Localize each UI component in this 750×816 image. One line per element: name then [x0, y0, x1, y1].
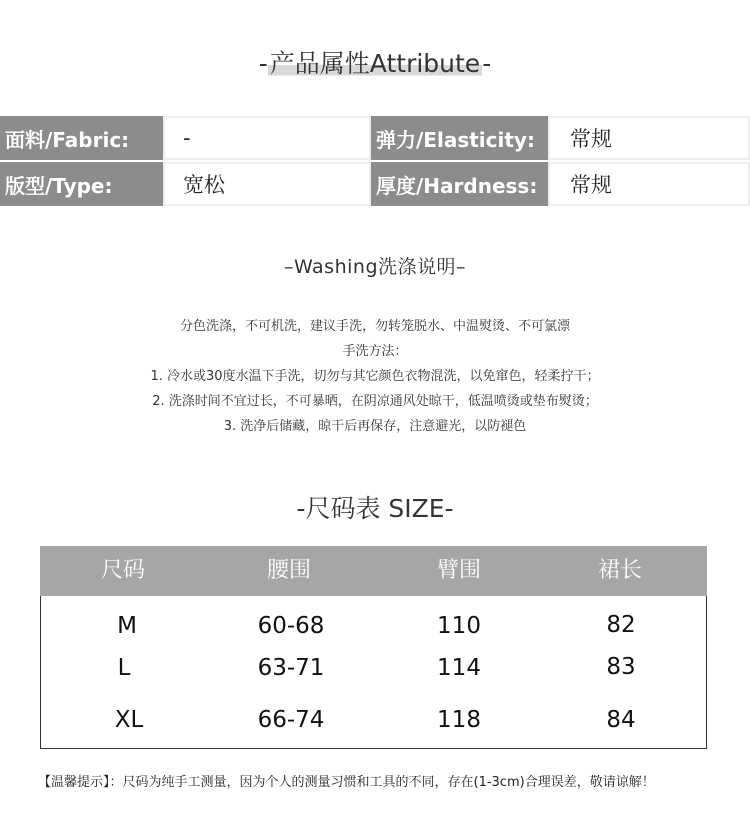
- table-cell: 84: [606, 707, 636, 733]
- table-cell: L: [117, 655, 131, 681]
- type-value: 宽松: [163, 162, 371, 206]
- size-table: [40, 546, 707, 749]
- washing-instructions: [0, 314, 750, 439]
- table-cell: 83: [606, 654, 636, 680]
- header-arm: 臂围: [436, 558, 481, 583]
- table-cell: 63-71: [257, 655, 325, 681]
- attribute-title-text: 产品属性Attribute: [269, 49, 481, 78]
- fabric-label: 面料/Fabric:: [0, 116, 163, 160]
- table-cell: 118: [437, 707, 481, 733]
- measurement-note: 【温馨提示】：尺码为纯手工测量，因为个人的测量习惯和工具的不同，存在(1-3cm)合理误差，敬请谅解！: [38, 775, 655, 790]
- table-cell: 66-74: [257, 707, 325, 733]
- hardness-value: 常规: [548, 162, 750, 206]
- hardness-label: 厚度/Hardness:: [371, 162, 548, 206]
- table-cell: 60-68: [257, 613, 325, 639]
- size-table-header: [40, 546, 707, 596]
- table-cell: M: [117, 613, 137, 639]
- attribute-section-title: [0, 44, 750, 80]
- washing-line: 分色洗涤，不可机洗，建议手洗，勿转笼脱水、中温熨烫、不可氯漂: [179, 319, 570, 334]
- washing-line: 2. 洗涤时间不宜过长，不可暴晒，在阴凉通风处晾干，低温喷烫或垫布熨烫；: [152, 394, 598, 409]
- size-section-title: -尺码表 SIZE-: [296, 494, 454, 523]
- table-cell: 110: [437, 613, 481, 639]
- type-label: 版型/Type:: [0, 162, 163, 206]
- header-waist: 腰围: [266, 558, 311, 583]
- attribute-table: [0, 114, 750, 209]
- header-length: 裙长: [597, 558, 642, 583]
- table-cell: 114: [437, 655, 481, 681]
- washing-line: 手洗方法：: [342, 344, 408, 359]
- attribute-title-prefix: -: [258, 49, 268, 78]
- attribute-title-suffix: -: [482, 49, 492, 78]
- elasticity-label: 弹力/Elasticity:: [371, 116, 548, 160]
- washing-line: 3. 洗净后储藏，晾干后再保存，注意避光，以防褪色: [223, 419, 527, 434]
- washing-line: 1. 冷水或30度水温下手洗，切勿与其它颜色衣物混洗，以免窜色，轻柔拧干；: [150, 369, 600, 384]
- washing-section-title: –Washing洗涤说明–: [283, 256, 467, 278]
- table-cell: XL: [114, 707, 144, 733]
- fabric-value: -: [163, 116, 371, 160]
- header-size: 尺码: [100, 558, 145, 583]
- table-cell: 82: [606, 612, 636, 638]
- elasticity-value: 常规: [548, 116, 750, 160]
